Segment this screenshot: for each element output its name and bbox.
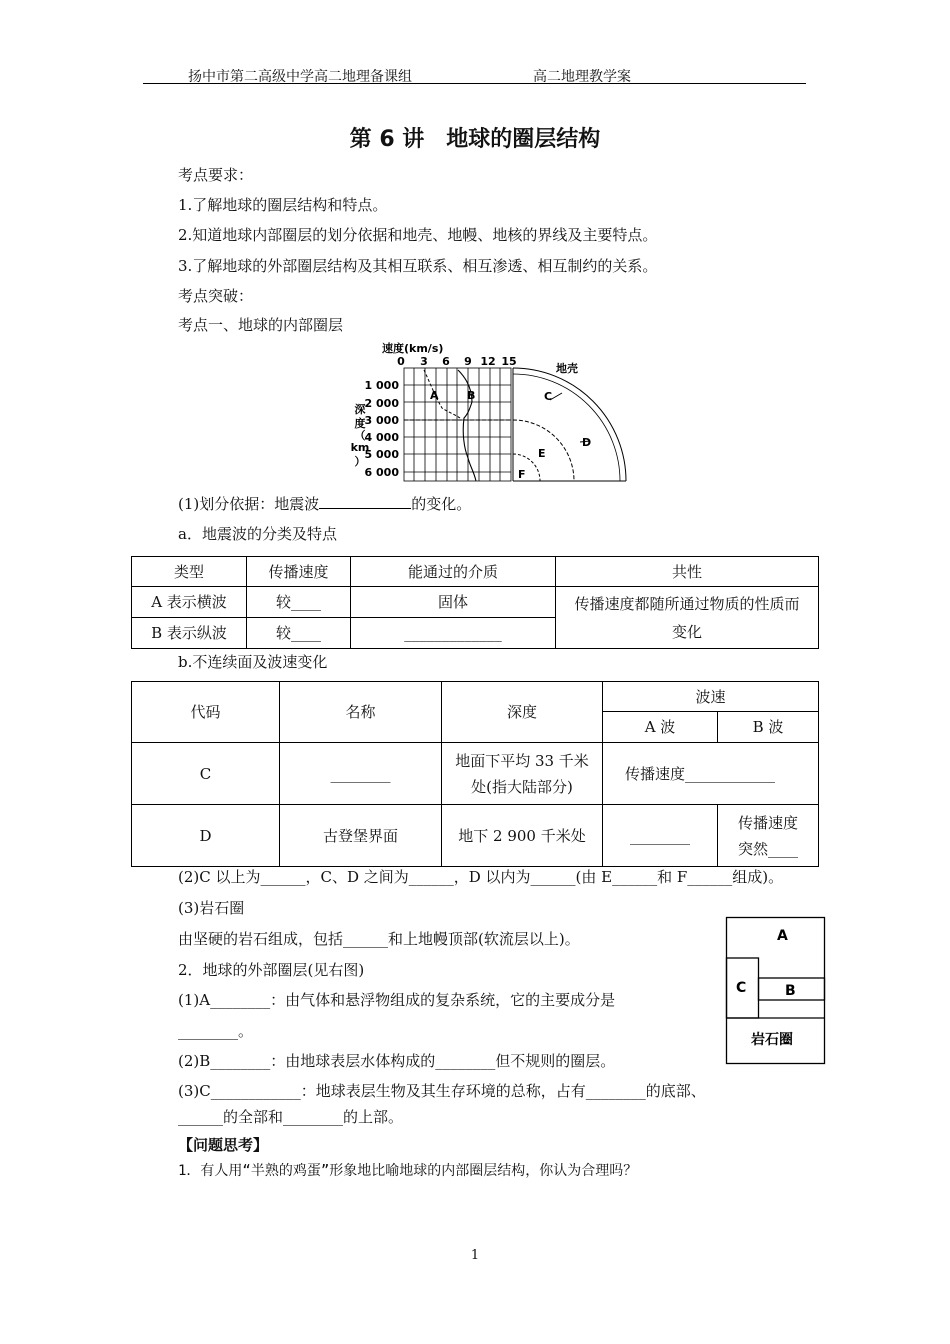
header-left: 扬中市第二高级中学高二地理备课组 [188,69,412,85]
q1-blank[interactable] [319,494,411,509]
table1-cell: 较____ [247,618,351,649]
depth-line: 处(指大陆部分) [471,777,573,796]
depth-label: 深 [354,403,366,416]
table2-header: 代码 [132,682,280,743]
section1-heading: 考点一、地球的内部圈层 [178,316,344,334]
table2-cell: 古登堡界面 [280,805,442,867]
outer-line: (2)B________：由地球表层水体构成的________但不规则的圈层。 [178,1052,616,1070]
table1-cell: 固体 [351,587,556,618]
q2-line: (2)C 以上为______，C、D 之间为______，D 以内为______(由 E______和 F______组成)。 [178,868,784,886]
discontinuity-table [131,681,819,867]
table2-cell [442,743,603,805]
fig2-label-b: B [785,983,796,999]
fig2-label-a: A [777,928,788,944]
table1-cell: B 表示纵波 [132,618,247,649]
x-tick: 6 [442,355,450,368]
requirement-item: 3.了解地球的外部圈层结构及其相互联系、相互渗透、相互制约的关系。 [178,257,658,275]
label-d: D [582,436,592,449]
x-tick: 12 [480,355,496,368]
depth-tick: 6 000 [364,466,399,479]
header-right: 高二地理教学案 [533,69,631,85]
table2-header: A 波 [603,712,718,743]
breakthrough-heading: 考点突破： [178,287,254,305]
outer-spheres-figure [725,916,827,1066]
table2-cell: 地下 2 900 千米处 [442,805,603,867]
table1-cell: _____________ [351,618,556,649]
depth-label: 度 [354,417,366,430]
depth-label: km [350,441,370,454]
x-tick: 9 [464,355,472,368]
table2-header: B 波 [718,712,819,743]
requirements-heading: 考点要求： [178,166,254,184]
table1-header: 能通过的介质 [351,557,556,587]
table2-cell: C [132,743,280,805]
depth-tick: 4 000 [364,431,399,444]
fig2-label-rock: 岩石圈 [751,1032,793,1048]
think-heading: 【问题思考】 [178,1136,269,1154]
label-e: E [538,447,546,460]
q1-pre: (1)划分依据：地震波 [178,495,320,513]
q1-line [178,494,471,514]
table1-cell: 较____ [247,587,351,618]
depth-label: （ [354,429,366,442]
page-title: 第 6 讲 地球的圈层结构 [349,127,601,152]
label-b: B [467,389,476,402]
outer-line: (1)A________：由气体和悬浮物组成的复杂系统，它的主要成分是 [178,991,616,1009]
table1-header: 类型 [132,557,247,587]
outer-line: ________。 [178,1022,254,1040]
table2-header: 深度 [442,682,603,743]
sub-b-heading: b.不连续面及波速变化 [178,653,328,671]
seismic-wave-table [131,556,819,649]
think-question: 1．有人用“半熟的鸡蛋”形象地比喻地球的内部圈层结构，你认为合理吗？ [178,1163,638,1179]
depth-label: ） [354,455,366,468]
b-line: 突然____ [737,839,798,858]
x-tick: 3 [420,355,428,368]
q3-heading: (3)岩石圈 [178,899,245,917]
table1-common [556,587,819,649]
x-tick: 0 [397,355,405,368]
label-c: C [544,390,553,403]
table2-header: 波速 [603,682,819,712]
depth-line: 地面下平均 33 千米 [455,751,589,770]
seismic-wave-figure [350,338,635,486]
common-line: 变化 [671,622,702,641]
section2-heading: 2．地球的外部圈层(见右图) [178,961,365,979]
sub-a-heading: a．地震波的分类及特点 [178,525,337,543]
q3-text: 由坚硬的岩石组成，包括______和上地幔顶部(软流层以上)。 [178,930,580,948]
outer-line: ______的全部和________的上部。 [178,1108,404,1126]
label-f: F [518,468,526,481]
requirement-item: 2.知道地球内部圈层的划分依据和地壳、地幔、地核的界线及主要特点。 [178,226,658,244]
header-rule [143,83,806,84]
depth-tick: 2 000 [364,397,399,410]
table2-cell: ________ [280,743,442,805]
table1-header: 传播速度 [247,557,351,587]
label-a: A [430,389,439,402]
table2-cell: ________ [603,805,718,867]
table1-cell: A 表示横波 [132,587,247,618]
requirement-item: 1.了解地球的圈层结构和特点。 [178,196,388,214]
fig2-label-c: C [736,980,747,996]
depth-tick: 5 000 [364,448,399,461]
x-tick: 15 [501,355,517,368]
table2-cell [718,805,819,867]
label-crust: 地壳 [556,362,578,375]
table2-header: 名称 [280,682,442,743]
page-number: 1 [470,1248,480,1263]
table2-cell: 传播速度____________ [603,743,819,805]
q1-post: 的变化。 [411,495,472,513]
common-line: 传播速度都随所通过物质的性质而 [574,594,800,613]
depth-tick: 1 000 [364,379,399,392]
depth-tick: 3 000 [364,414,399,427]
outer-line: (3)C____________：地球表层生物及其生存环境的总称，占有________的底部、 [178,1082,706,1100]
figure1-y-title: 速度(km/s) [382,342,444,355]
table2-cell: D [132,805,280,867]
b-line: 传播速度 [737,813,798,832]
table1-header: 共性 [556,557,819,587]
